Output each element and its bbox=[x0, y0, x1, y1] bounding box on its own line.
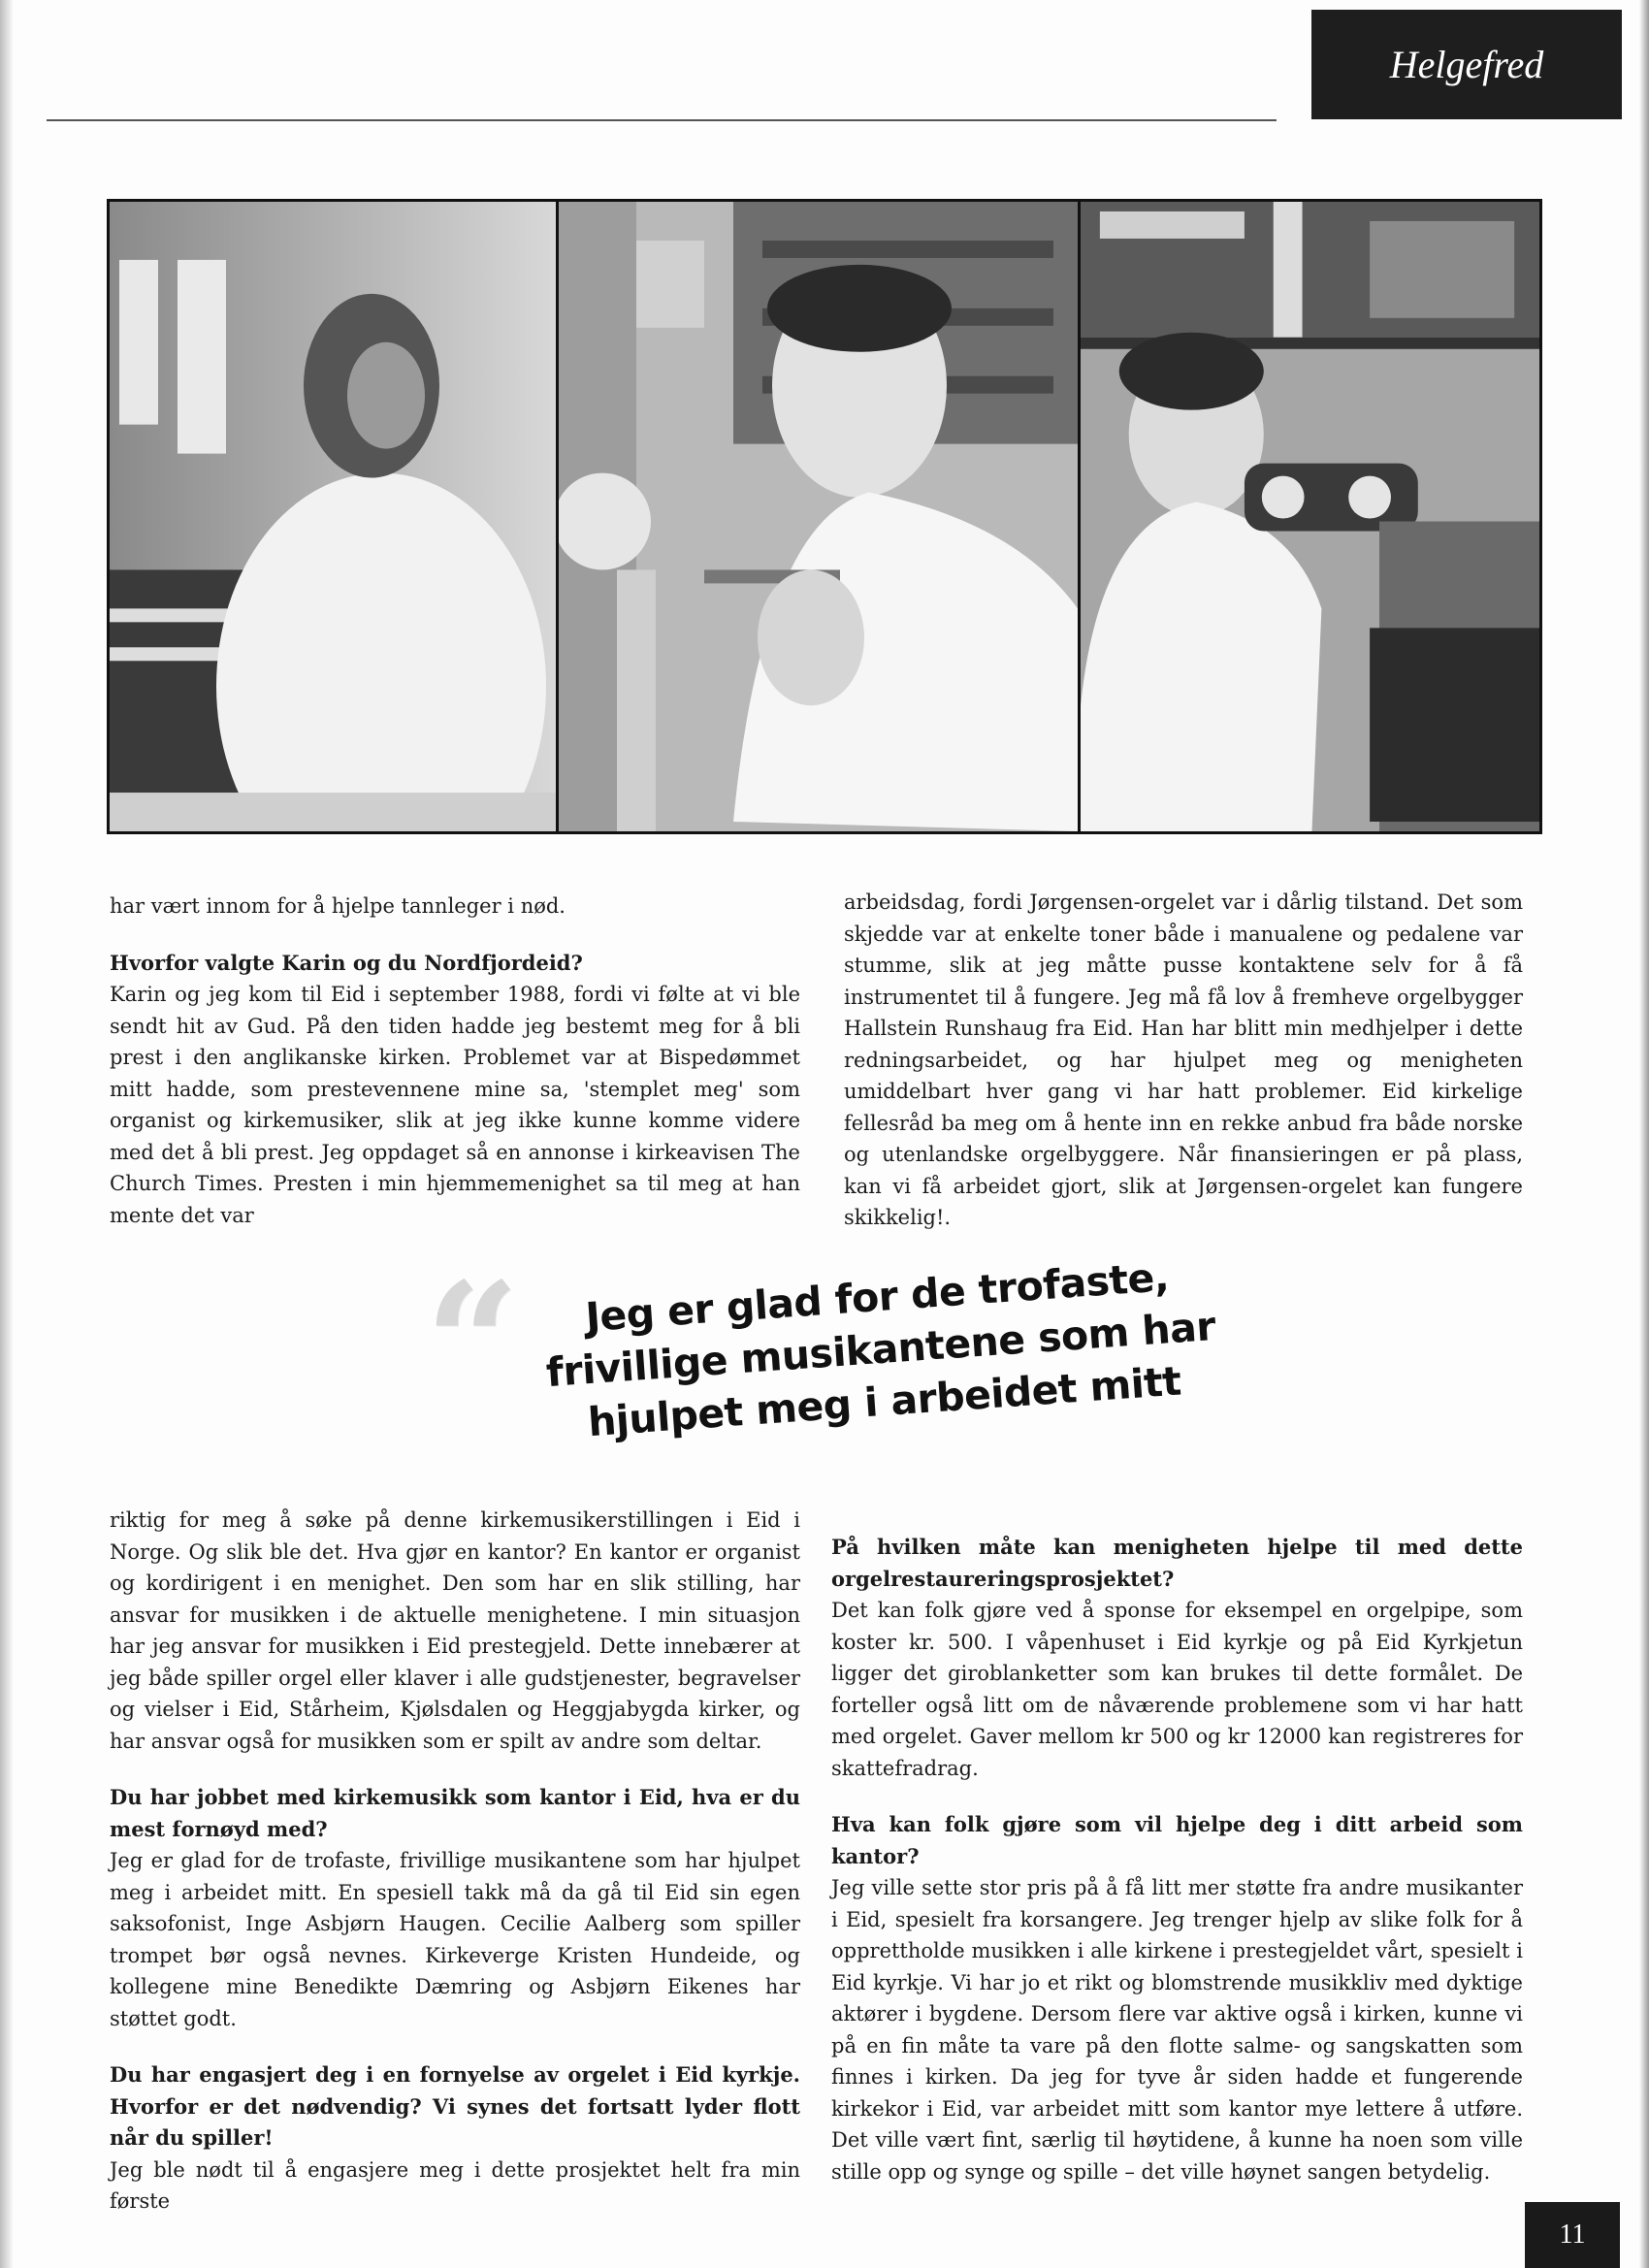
header-rule bbox=[47, 119, 1277, 121]
quote-mark-icon: “ bbox=[425, 1247, 520, 1441]
paragraph: har vært innom for å hjelpe tannleger i nød. bbox=[110, 894, 566, 918]
scan-left-shadow bbox=[0, 0, 14, 2268]
interview-answer: Jeg er glad for de trofaste, frivillige musikantene som har hjulpet meg i arbeidet mitt. En spesiell takk må da gå til Eid sin egen saksofonist, Inge Asbjørn Haugen. Cecilie Aalberg som spiller trompet bør også nevnes. Kirkeverge Kristen Hundeide, og kollegene mine Benedikte Dæmring og Asbjørn Eikenes har støttet godt. bbox=[110, 1849, 800, 2030]
article-column-top-right bbox=[844, 887, 1523, 1234]
page-number: 11 bbox=[1559, 2219, 1586, 2250]
interview-answer: Jeg ville sette stor pris på å få litt mer støtte fra andre musikanter i Eid, spesielt fra korsangere. Jeg trenger hjelp av slike folk for å opprettholde musikken i alle kirkene i prestegjeldet vårt, spesielt i Eid kyrkje. Vi har jo et rikt og blomstrende musikkliv med dyktige aktører i bygdene. Dersom flere var aktive også i kirken, kunne vi på en fin måte ta vare på den flotte salme- og sangskatten som finnes i kirken. Da jeg for tyve år siden hadde et fungerende kirkekor i Eid, var arbeidet mitt som kantor mye lettere å utføre. Det ville vært fint, særlig til høytidene, å kunne ha noen som ville stille opp og synge og spille – det ville høynet sangen betydelig. bbox=[831, 1876, 1523, 2184]
article-column-top-left bbox=[110, 891, 800, 1231]
interview-answer: Det kan folk gjøre ved å sponse for eksempel en orgelpipe, som koster kr. 500. I våpenhuset i Eid kyrkje og på Eid Kyrkjetun ligger det giroblanketter som kan brukes til dette formålet. De forteller også litt om de nåværende problemene som vi har hatt med orgelet. Gaver mellom kr 500 og kr 12000 kan registreres for skattefradrag. bbox=[831, 1599, 1523, 1780]
scan-right-shadow bbox=[1639, 0, 1649, 2268]
interview-answer: Karin og jeg kom til Eid i september 1988, fordi vi følte at vi ble sendt hit av Gud. På den tiden hadde jeg bestemt meg for å bli prest i den anglikanske kirken. Problemet var at Bispedømmet mitt hadde, som prestevennene mine sa, 'stemplet meg' som organist og kirkemusiker, slik at jeg ikke kunne komme videre med det å bli prest. Jeg oppdaget så en annonse i kirkeavisen The Church Times. Presten i min hjemmemenighet sa til meg at han mente det var bbox=[110, 983, 800, 1227]
section-title-tab bbox=[1311, 10, 1622, 119]
photo-organist-at-organ bbox=[110, 202, 559, 831]
interview-question: Du har engasjert deg i en fornyelse av orgelet i Eid kyrkje. Hvorfor er det nødvendig? Vi synes det fortsatt lyder flott når du spiller! bbox=[110, 2062, 800, 2150]
article-column-bottom-left bbox=[110, 1505, 800, 2218]
section-title: Helgefred bbox=[1389, 43, 1544, 86]
photo-man-with-eye-examination-device bbox=[1081, 202, 1539, 831]
interview-answer: Jeg ble nødt til å engasjere meg i dette prosjektet helt fra min første bbox=[110, 2157, 800, 2213]
pull-quote bbox=[415, 1247, 1249, 1455]
interview-question: Du har jobbet med kirkemusikk som kantor i Eid, hva er du mest fornøyd med? bbox=[110, 1785, 800, 1841]
interview-question: Hvorfor valgte Karin og du Nordfjordeid? bbox=[110, 950, 583, 975]
paragraph: riktig for meg å søke på denne kirkemusikerstillingen i Eid i Norge. Og slik ble det. Hva gjør en kantor? En kantor er organist og kordirigent i en menighet. Den som har en slik stilling, har ansvar for musikken i de aktuelle menighetene. I min situasjon har jeg ansvar for musikken i Eid prestegjeld. Dette innebærer at jeg både spiller orgel eller klaver i alle gudstjenester, begravelser og vielser i Eid, Stårheim, Kjølsdalen og Heggjabygda kirker, og har ansvar også for musikken som er spilt av andre som deltar. bbox=[110, 1508, 800, 1753]
interview-question: Hva kan folk gjøre som vil hjelpe deg i ditt arbeid som kantor? bbox=[831, 1812, 1523, 1868]
pull-quote-text: Jeg er glad for de trofaste, frivillige musikantene som har hjulpet meg i arbeidet mitt bbox=[544, 1253, 1217, 1446]
page-number-box bbox=[1525, 2202, 1620, 2268]
photo-man-with-dental-equipment bbox=[559, 202, 1081, 831]
interview-question: På hvilken måte kan menigheten hjelpe til med dette orgelrestaureringsprosjektet? bbox=[831, 1535, 1523, 1591]
paragraph: arbeidsdag, fordi Jørgensen-orgelet var i dårlig tilstand. Det som skjedde var at enkelte toner både i manualene og pedalene var stumme, slik at jeg måtte pusse kontaktene selv for å få instrumentet til å fungere. Jeg må få lov å fremheve orgelbygger Hallstein Runshaug fra Eid. Han har blitt min medhjelper i dette redningsarbeidet, og har hjulpet meg og menigheten umiddelbart hver gang vi har hatt problemer. Eid kirkelige fellesråd ba meg om å hente inn en rekke anbud fra både norske og utenlandske orgelbyggere. Når finansieringen er på plass, kan vi få arbeidet gjort, slik at Jørgensen-orgelet kan fungere skikkelig!. bbox=[844, 891, 1523, 1229]
photo-strip bbox=[107, 199, 1542, 834]
article-column-bottom-right bbox=[831, 1532, 1523, 2187]
